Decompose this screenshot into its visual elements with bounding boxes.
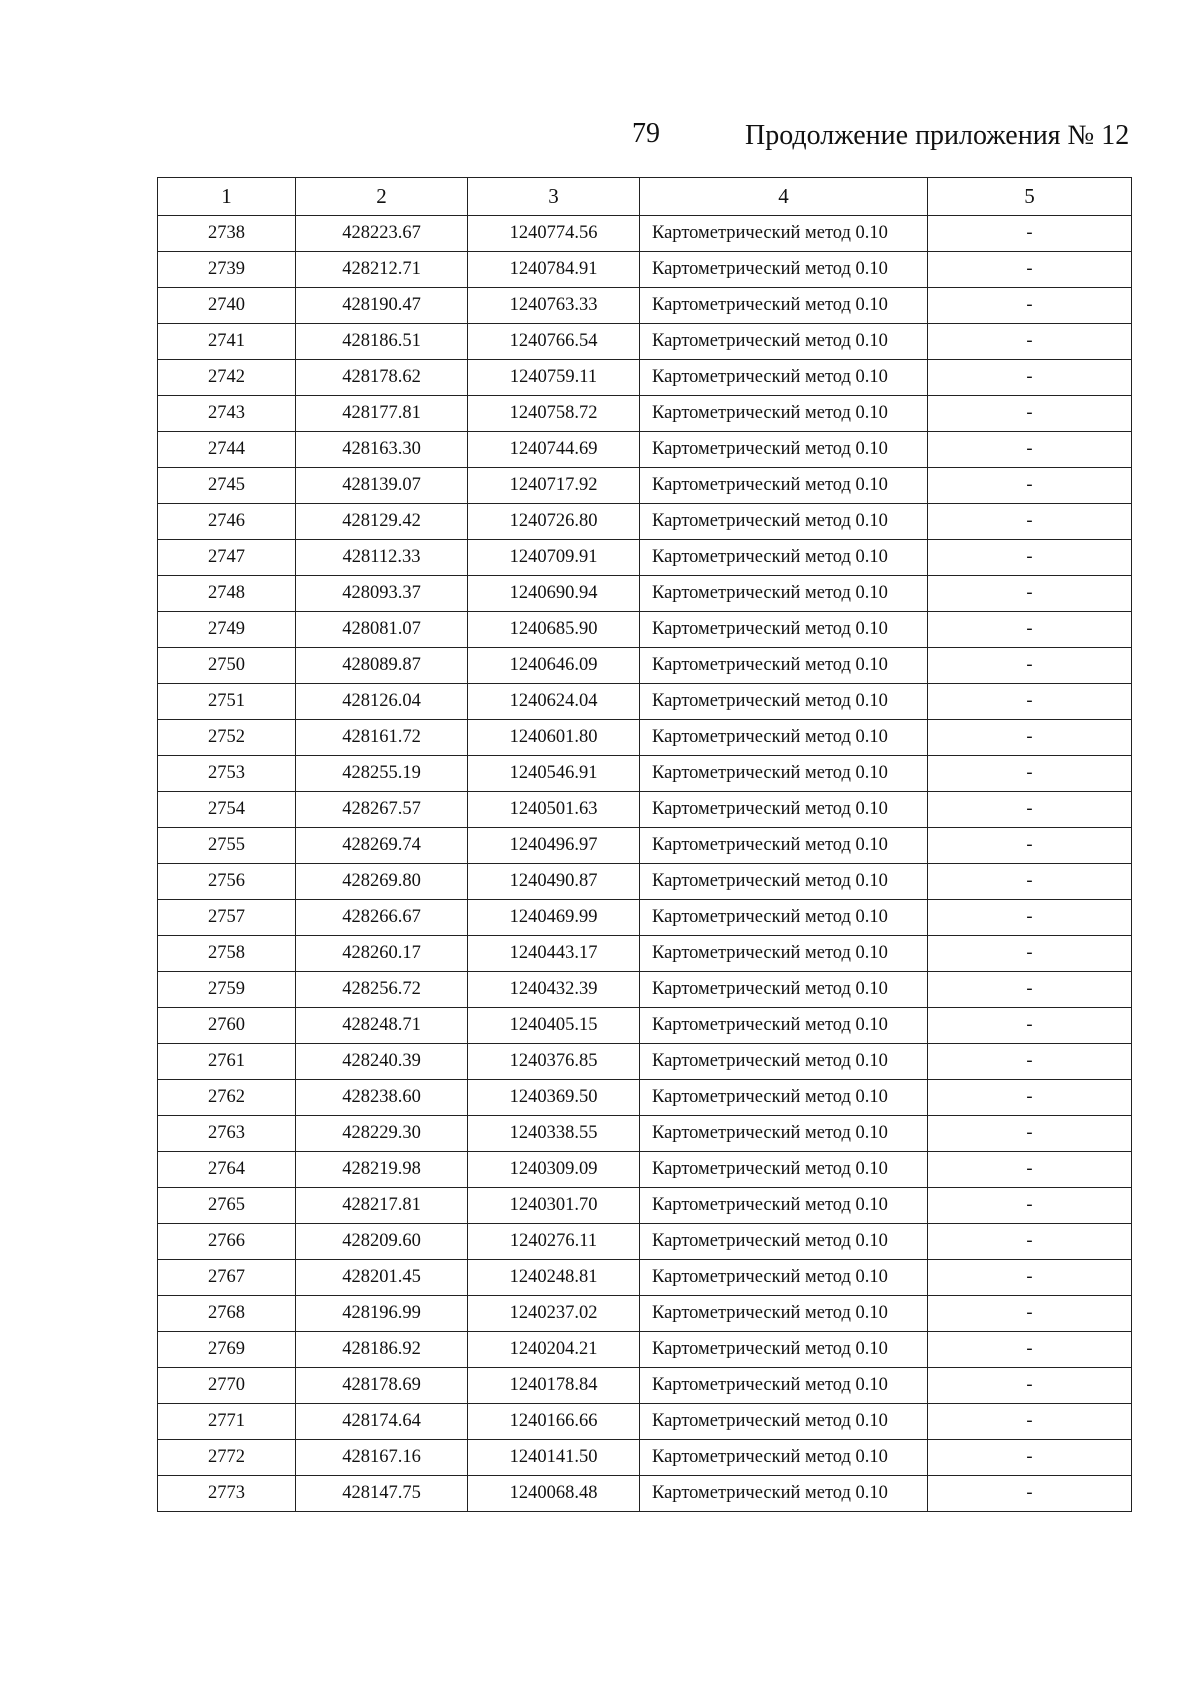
point-number-cell: 2762	[158, 1080, 296, 1116]
note-cell: -	[928, 1332, 1132, 1368]
point-number-cell: 2766	[158, 1224, 296, 1260]
x-coordinate-cell: 428219.98	[296, 1152, 468, 1188]
x-coordinate-cell: 428139.07	[296, 468, 468, 504]
method-cell: Картометрический метод 0.10	[640, 792, 928, 828]
table-row	[158, 468, 1132, 504]
table-row	[158, 720, 1132, 756]
method-cell: Картометрический метод 0.10	[640, 720, 928, 756]
y-coordinate-cell: 1240685.90	[468, 612, 640, 648]
x-coordinate-cell: 428186.92	[296, 1332, 468, 1368]
point-number-cell: 2765	[158, 1188, 296, 1224]
note-cell: -	[928, 1260, 1132, 1296]
note-cell: -	[928, 504, 1132, 540]
x-coordinate-cell: 428267.57	[296, 792, 468, 828]
table-row	[158, 1440, 1132, 1476]
y-coordinate-cell: 1240432.39	[468, 972, 640, 1008]
y-coordinate-cell: 1240248.81	[468, 1260, 640, 1296]
x-coordinate-cell: 428269.80	[296, 864, 468, 900]
point-number-cell: 2750	[158, 648, 296, 684]
note-cell: -	[928, 1404, 1132, 1440]
note-cell: -	[928, 1116, 1132, 1152]
point-number-cell: 2767	[158, 1260, 296, 1296]
note-cell: -	[928, 1440, 1132, 1476]
x-coordinate-cell: 428126.04	[296, 684, 468, 720]
method-cell: Картометрический метод 0.10	[640, 612, 928, 648]
x-coordinate-cell: 428238.60	[296, 1080, 468, 1116]
x-coordinate-cell: 428212.71	[296, 252, 468, 288]
y-coordinate-cell: 1240601.80	[468, 720, 640, 756]
note-cell: -	[928, 324, 1132, 360]
method-cell: Картометрический метод 0.10	[640, 1368, 928, 1404]
point-number-cell: 2741	[158, 324, 296, 360]
x-coordinate-cell: 428177.81	[296, 396, 468, 432]
x-coordinate-cell: 428178.62	[296, 360, 468, 396]
note-cell: -	[928, 216, 1132, 252]
x-coordinate-cell: 428147.75	[296, 1476, 468, 1512]
point-number-cell: 2772	[158, 1440, 296, 1476]
table-row	[158, 684, 1132, 720]
point-number-cell: 2758	[158, 936, 296, 972]
method-cell: Картометрический метод 0.10	[640, 1332, 928, 1368]
method-cell: Картометрический метод 0.10	[640, 216, 928, 252]
table-row	[158, 1116, 1132, 1152]
point-number-cell: 2739	[158, 252, 296, 288]
table-row	[158, 1008, 1132, 1044]
y-coordinate-cell: 1240301.70	[468, 1188, 640, 1224]
x-coordinate-cell: 428174.64	[296, 1404, 468, 1440]
point-number-cell: 2773	[158, 1476, 296, 1512]
y-coordinate-cell: 1240501.63	[468, 792, 640, 828]
y-coordinate-cell: 1240376.85	[468, 1044, 640, 1080]
table-row	[158, 432, 1132, 468]
y-coordinate-cell: 1240309.09	[468, 1152, 640, 1188]
note-cell: -	[928, 1188, 1132, 1224]
point-number-cell: 2743	[158, 396, 296, 432]
note-cell: -	[928, 1152, 1132, 1188]
table-row	[158, 288, 1132, 324]
point-number-cell: 2763	[158, 1116, 296, 1152]
x-coordinate-cell: 428196.99	[296, 1296, 468, 1332]
method-cell: Картометрический метод 0.10	[640, 864, 928, 900]
point-number-cell: 2738	[158, 216, 296, 252]
table-row	[158, 252, 1132, 288]
table-row	[158, 1368, 1132, 1404]
table-row	[158, 1404, 1132, 1440]
point-number-cell: 2753	[158, 756, 296, 792]
method-cell: Картометрический метод 0.10	[640, 1476, 928, 1512]
point-number-cell: 2740	[158, 288, 296, 324]
method-cell: Картометрический метод 0.10	[640, 1404, 928, 1440]
y-coordinate-cell: 1240784.91	[468, 252, 640, 288]
note-cell: -	[928, 1080, 1132, 1116]
table-row	[158, 1188, 1132, 1224]
table-row	[158, 1260, 1132, 1296]
x-coordinate-cell: 428129.42	[296, 504, 468, 540]
table-body	[158, 216, 1132, 1512]
column-header: 1	[158, 178, 296, 216]
point-number-cell: 2745	[158, 468, 296, 504]
method-cell: Картометрический метод 0.10	[640, 684, 928, 720]
method-cell: Картометрический метод 0.10	[640, 1152, 928, 1188]
method-cell: Картометрический метод 0.10	[640, 252, 928, 288]
table-row	[158, 648, 1132, 684]
note-cell: -	[928, 396, 1132, 432]
note-cell: -	[928, 1044, 1132, 1080]
y-coordinate-cell: 1240204.21	[468, 1332, 640, 1368]
x-coordinate-cell: 428112.33	[296, 540, 468, 576]
x-coordinate-cell: 428217.81	[296, 1188, 468, 1224]
note-cell: -	[928, 1476, 1132, 1512]
point-number-cell: 2771	[158, 1404, 296, 1440]
note-cell: -	[928, 468, 1132, 504]
table-row	[158, 396, 1132, 432]
note-cell: -	[928, 576, 1132, 612]
column-header: 5	[928, 178, 1132, 216]
x-coordinate-cell: 428190.47	[296, 288, 468, 324]
point-number-cell: 2759	[158, 972, 296, 1008]
table-row	[158, 1152, 1132, 1188]
column-header: 3	[468, 178, 640, 216]
table-row	[158, 1224, 1132, 1260]
note-cell: -	[928, 756, 1132, 792]
x-coordinate-cell: 428256.72	[296, 972, 468, 1008]
table-row	[158, 972, 1132, 1008]
page-caption: Продолжение приложения № 12	[745, 120, 1130, 151]
y-coordinate-cell: 1240646.09	[468, 648, 640, 684]
y-coordinate-cell: 1240717.92	[468, 468, 640, 504]
table-row	[158, 1080, 1132, 1116]
x-coordinate-cell: 428266.67	[296, 900, 468, 936]
note-cell: -	[928, 720, 1132, 756]
y-coordinate-cell: 1240546.91	[468, 756, 640, 792]
y-coordinate-cell: 1240496.97	[468, 828, 640, 864]
note-cell: -	[928, 360, 1132, 396]
method-cell: Картометрический метод 0.10	[640, 504, 928, 540]
y-coordinate-cell: 1240690.94	[468, 576, 640, 612]
method-cell: Картометрический метод 0.10	[640, 1188, 928, 1224]
method-cell: Картометрический метод 0.10	[640, 648, 928, 684]
y-coordinate-cell: 1240469.99	[468, 900, 640, 936]
x-coordinate-cell: 428093.37	[296, 576, 468, 612]
y-coordinate-cell: 1240338.55	[468, 1116, 640, 1152]
y-coordinate-cell: 1240405.15	[468, 1008, 640, 1044]
point-number-cell: 2744	[158, 432, 296, 468]
method-cell: Картометрический метод 0.10	[640, 324, 928, 360]
point-number-cell: 2769	[158, 1332, 296, 1368]
method-cell: Картометрический метод 0.10	[640, 468, 928, 504]
table-row	[158, 864, 1132, 900]
page-number: 79	[632, 118, 660, 149]
y-coordinate-cell: 1240758.72	[468, 396, 640, 432]
x-coordinate-cell: 428229.30	[296, 1116, 468, 1152]
note-cell: -	[928, 540, 1132, 576]
table-row	[158, 1296, 1132, 1332]
y-coordinate-cell: 1240766.54	[468, 324, 640, 360]
method-cell: Картометрический метод 0.10	[640, 1044, 928, 1080]
y-coordinate-cell: 1240726.80	[468, 504, 640, 540]
point-number-cell: 2761	[158, 1044, 296, 1080]
table-row	[158, 216, 1132, 252]
y-coordinate-cell: 1240369.50	[468, 1080, 640, 1116]
table-row	[158, 576, 1132, 612]
table-header	[158, 178, 1132, 216]
note-cell: -	[928, 288, 1132, 324]
table-row	[158, 936, 1132, 972]
table-row	[158, 1044, 1132, 1080]
table-row	[158, 540, 1132, 576]
y-coordinate-cell: 1240490.87	[468, 864, 640, 900]
table-row	[158, 828, 1132, 864]
method-cell: Картометрический метод 0.10	[640, 1080, 928, 1116]
coordinates-table	[157, 177, 1132, 1512]
point-number-cell: 2770	[158, 1368, 296, 1404]
table-row	[158, 900, 1132, 936]
point-number-cell: 2756	[158, 864, 296, 900]
y-coordinate-cell: 1240141.50	[468, 1440, 640, 1476]
note-cell: -	[928, 900, 1132, 936]
point-number-cell: 2768	[158, 1296, 296, 1332]
table-row	[158, 1476, 1132, 1512]
note-cell: -	[928, 432, 1132, 468]
point-number-cell: 2746	[158, 504, 296, 540]
x-coordinate-cell: 428201.45	[296, 1260, 468, 1296]
method-cell: Картометрический метод 0.10	[640, 432, 928, 468]
y-coordinate-cell: 1240744.69	[468, 432, 640, 468]
y-coordinate-cell: 1240276.11	[468, 1224, 640, 1260]
method-cell: Картометрический метод 0.10	[640, 972, 928, 1008]
note-cell: -	[928, 828, 1132, 864]
note-cell: -	[928, 252, 1132, 288]
method-cell: Картометрический метод 0.10	[640, 1116, 928, 1152]
point-number-cell: 2749	[158, 612, 296, 648]
x-coordinate-cell: 428240.39	[296, 1044, 468, 1080]
point-number-cell: 2760	[158, 1008, 296, 1044]
y-coordinate-cell: 1240763.33	[468, 288, 640, 324]
point-number-cell: 2751	[158, 684, 296, 720]
column-header: 2	[296, 178, 468, 216]
note-cell: -	[928, 1368, 1132, 1404]
point-number-cell: 2764	[158, 1152, 296, 1188]
note-cell: -	[928, 1008, 1132, 1044]
x-coordinate-cell: 428260.17	[296, 936, 468, 972]
method-cell: Картометрический метод 0.10	[640, 936, 928, 972]
y-coordinate-cell: 1240166.66	[468, 1404, 640, 1440]
method-cell: Картометрический метод 0.10	[640, 360, 928, 396]
table-row	[158, 324, 1132, 360]
table-row	[158, 1332, 1132, 1368]
x-coordinate-cell: 428163.30	[296, 432, 468, 468]
y-coordinate-cell: 1240237.02	[468, 1296, 640, 1332]
note-cell: -	[928, 1224, 1132, 1260]
note-cell: -	[928, 972, 1132, 1008]
y-coordinate-cell: 1240068.48	[468, 1476, 640, 1512]
method-cell: Картометрический метод 0.10	[640, 1224, 928, 1260]
y-coordinate-cell: 1240774.56	[468, 216, 640, 252]
method-cell: Картометрический метод 0.10	[640, 540, 928, 576]
note-cell: -	[928, 1296, 1132, 1332]
table-header-row	[158, 178, 1132, 216]
x-coordinate-cell: 428089.87	[296, 648, 468, 684]
y-coordinate-cell: 1240178.84	[468, 1368, 640, 1404]
method-cell: Картометрический метод 0.10	[640, 576, 928, 612]
note-cell: -	[928, 612, 1132, 648]
method-cell: Картометрический метод 0.10	[640, 900, 928, 936]
method-cell: Картометрический метод 0.10	[640, 1008, 928, 1044]
x-coordinate-cell: 428255.19	[296, 756, 468, 792]
table-row	[158, 360, 1132, 396]
point-number-cell: 2755	[158, 828, 296, 864]
point-number-cell: 2747	[158, 540, 296, 576]
method-cell: Картометрический метод 0.10	[640, 1296, 928, 1332]
note-cell: -	[928, 936, 1132, 972]
method-cell: Картометрический метод 0.10	[640, 828, 928, 864]
table-row	[158, 756, 1132, 792]
x-coordinate-cell: 428081.07	[296, 612, 468, 648]
method-cell: Картометрический метод 0.10	[640, 756, 928, 792]
method-cell: Картометрический метод 0.10	[640, 396, 928, 432]
method-cell: Картометрический метод 0.10	[640, 288, 928, 324]
note-cell: -	[928, 864, 1132, 900]
method-cell: Картометрический метод 0.10	[640, 1440, 928, 1476]
y-coordinate-cell: 1240624.04	[468, 684, 640, 720]
x-coordinate-cell: 428209.60	[296, 1224, 468, 1260]
point-number-cell: 2748	[158, 576, 296, 612]
table-row	[158, 504, 1132, 540]
x-coordinate-cell: 428223.67	[296, 216, 468, 252]
column-header: 4	[640, 178, 928, 216]
point-number-cell: 2752	[158, 720, 296, 756]
note-cell: -	[928, 792, 1132, 828]
note-cell: -	[928, 684, 1132, 720]
method-cell: Картометрический метод 0.10	[640, 1260, 928, 1296]
point-number-cell: 2754	[158, 792, 296, 828]
x-coordinate-cell: 428186.51	[296, 324, 468, 360]
x-coordinate-cell: 428248.71	[296, 1008, 468, 1044]
point-number-cell: 2757	[158, 900, 296, 936]
point-number-cell: 2742	[158, 360, 296, 396]
x-coordinate-cell: 428161.72	[296, 720, 468, 756]
y-coordinate-cell: 1240759.11	[468, 360, 640, 396]
y-coordinate-cell: 1240709.91	[468, 540, 640, 576]
note-cell: -	[928, 648, 1132, 684]
x-coordinate-cell: 428167.16	[296, 1440, 468, 1476]
table-row	[158, 792, 1132, 828]
x-coordinate-cell: 428178.69	[296, 1368, 468, 1404]
y-coordinate-cell: 1240443.17	[468, 936, 640, 972]
x-coordinate-cell: 428269.74	[296, 828, 468, 864]
table-row	[158, 612, 1132, 648]
